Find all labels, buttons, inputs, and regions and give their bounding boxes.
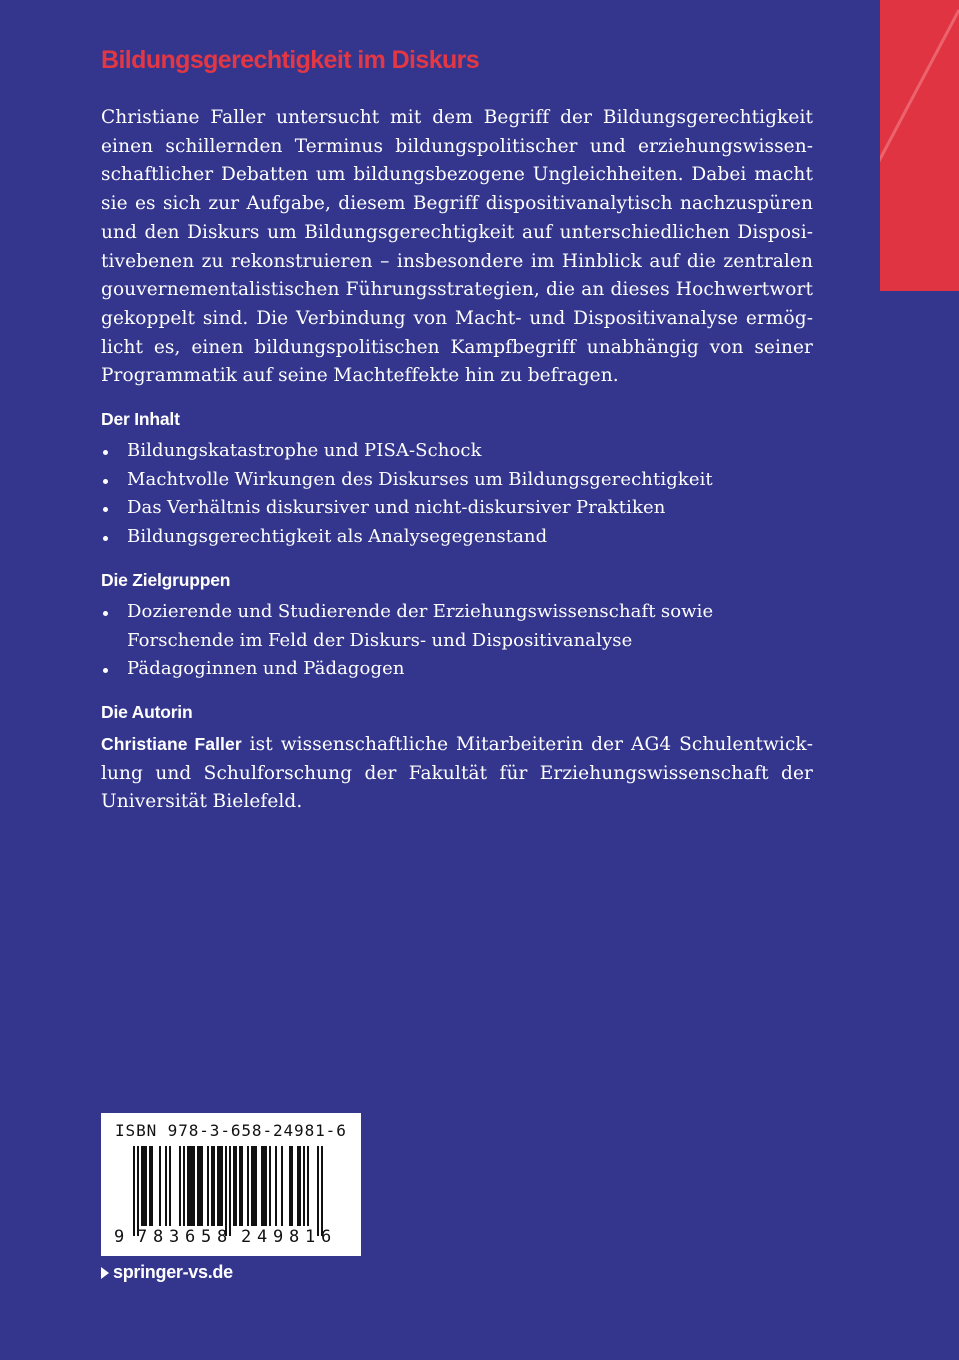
barcode-bar [233, 1146, 235, 1226]
barcode-guard-bar [225, 1146, 227, 1236]
list-item: Dozierende und Studierende der Erziehungswissenschaft sowie Forschende im Feld der Diskurs- und Dispositivanalyse [101, 598, 813, 655]
barcode-bar [179, 1146, 181, 1226]
barcode-bar [289, 1146, 291, 1226]
isbn-label: ISBN 978-3-658-24981-6 [115, 1121, 347, 1140]
barcode-guard-bar [321, 1146, 323, 1236]
barcode-digit: 3 [169, 1227, 180, 1247]
barcode-bar [151, 1146, 153, 1226]
list-item: Das Verhältnis diskursiver und nicht-diskursiver Praktiken [101, 494, 813, 523]
book-title: Bildungsgerechtigkeit im Diskurs [101, 46, 480, 74]
author-bio-text: ist wissenschaftliche Mitarbeiterin der AG4 Schulentwicklung und Schulforschung der Fakultät für Erziehungswissenschaft der Universität Bielefeld. [101, 733, 813, 813]
barcode-bar [191, 1146, 193, 1226]
barcode-digit: 7 [137, 1227, 148, 1247]
barcode-bar [201, 1146, 203, 1226]
barcode-bar [221, 1146, 223, 1226]
arrow-right-icon [101, 1267, 109, 1279]
barcode-bar [169, 1146, 171, 1226]
barcode-bar [211, 1146, 213, 1226]
isbn-barcode [101, 1113, 361, 1256]
section-heading-autorin: Die Autorin [101, 701, 193, 722]
barcode-guard-bar [317, 1146, 319, 1236]
section-heading-inhalt: Der Inhalt [101, 409, 180, 430]
list-item: Machtvolle Wirkungen des Diskurses um Bildungsgerechtigkeit [101, 466, 813, 495]
barcode-digit: 8 [217, 1227, 228, 1247]
barcode-bar [253, 1146, 255, 1226]
barcode-digit: 1 [305, 1227, 316, 1247]
barcode-bar [247, 1146, 249, 1226]
barcode-bar [307, 1146, 309, 1226]
barcode-bar [217, 1146, 219, 1226]
inhalt-list [101, 437, 813, 552]
barcode-digit: 8 [289, 1227, 300, 1247]
barcode-bar [275, 1146, 277, 1226]
section-heading-zielgruppen: Die Zielgruppen [101, 569, 231, 590]
barcode-digit: 4 [257, 1227, 268, 1247]
barcode-bar [255, 1146, 257, 1226]
zielgruppen-list [101, 598, 813, 684]
book-description: Christiane Faller untersucht mit dem Begriff der Bildungsgerechtigkeit einen schillernden Terminus bildungspolitischer und erziehungswissenschaftlicher Debatten um bildungsbezogene Ungleichheiten. Dabei macht sie es sich zur Aufgabe, diesem Begriff dispositivanalytisch nachzuspüren und den Diskurs um Bildungsgerechtigkeit auf unterschiedlichen Dispositivebenen zu rekonstruieren – insbesondere im Hinblick auf die zentralen gouvernementalistischen Führungsstrategien, die an dieses Hochwertwort gekoppelt sind. Die Verbindung von Macht- und Dispositivanalyse ermöglicht es, einen bildungspolitischen Kampfbegriff unabhängig von seiner Programmatik auf seine Machteffekte hin zu befragen. [101, 107, 813, 387]
cover-accent-band [880, 0, 959, 291]
barcode-bar [291, 1146, 293, 1226]
barcode-bar [251, 1146, 253, 1226]
barcode-digit: 9 [114, 1227, 125, 1247]
barcode-guard-bar [133, 1146, 135, 1236]
barcode-bar [193, 1146, 195, 1226]
barcode-bar [213, 1146, 215, 1226]
list-item: Bildungsgerechtigkeit als Analysegegenstand [101, 523, 813, 552]
list-item: Pädagoginnen und Pädagogen [101, 655, 813, 684]
barcode-bar [239, 1146, 241, 1226]
barcode-digit: 6 [185, 1227, 196, 1247]
barcode-bar [207, 1146, 209, 1226]
publisher-website-text: springer-vs.de [113, 1262, 233, 1282]
barcode-bar [141, 1146, 143, 1226]
barcode-bar [165, 1146, 167, 1226]
barcode-bar [235, 1146, 237, 1226]
decorative-stripe-icon [880, 0, 959, 291]
barcode-bar [297, 1146, 299, 1226]
barcode-bar [143, 1146, 145, 1226]
barcode-bar [149, 1146, 151, 1226]
barcode-digit: 9 [273, 1227, 284, 1247]
author-name: Christiane Faller [101, 733, 242, 754]
barcode-bar [145, 1146, 147, 1226]
barcode-bar [183, 1146, 185, 1226]
back-cover-content [101, 104, 813, 817]
publisher-website-link[interactable] [101, 1262, 233, 1283]
barcode-bar [241, 1146, 243, 1226]
author-bio [101, 730, 813, 817]
barcode-bar [303, 1146, 305, 1226]
barcode-bar [189, 1146, 191, 1226]
barcode-bar [261, 1146, 263, 1226]
barcode-digit: 2 [241, 1227, 252, 1247]
barcode-bar [269, 1146, 271, 1226]
list-item: Bildungskatastrophe und PISA-Schock [101, 437, 813, 466]
barcode-digit: 8 [153, 1227, 164, 1247]
barcode-bar [281, 1146, 283, 1226]
barcode-bar [219, 1146, 221, 1226]
barcode-bar [197, 1146, 199, 1226]
barcode-bar [187, 1146, 189, 1226]
barcode-digit: 5 [201, 1227, 212, 1247]
barcode-guard-bar [229, 1146, 231, 1236]
barcode-bar [159, 1146, 161, 1226]
barcode-bar [299, 1146, 301, 1226]
barcode-digit: 6 [321, 1227, 332, 1247]
barcode-bar [263, 1146, 265, 1226]
barcode-bar [265, 1146, 267, 1226]
barcode-bar [199, 1146, 201, 1226]
barcode-guard-bar [137, 1146, 139, 1236]
